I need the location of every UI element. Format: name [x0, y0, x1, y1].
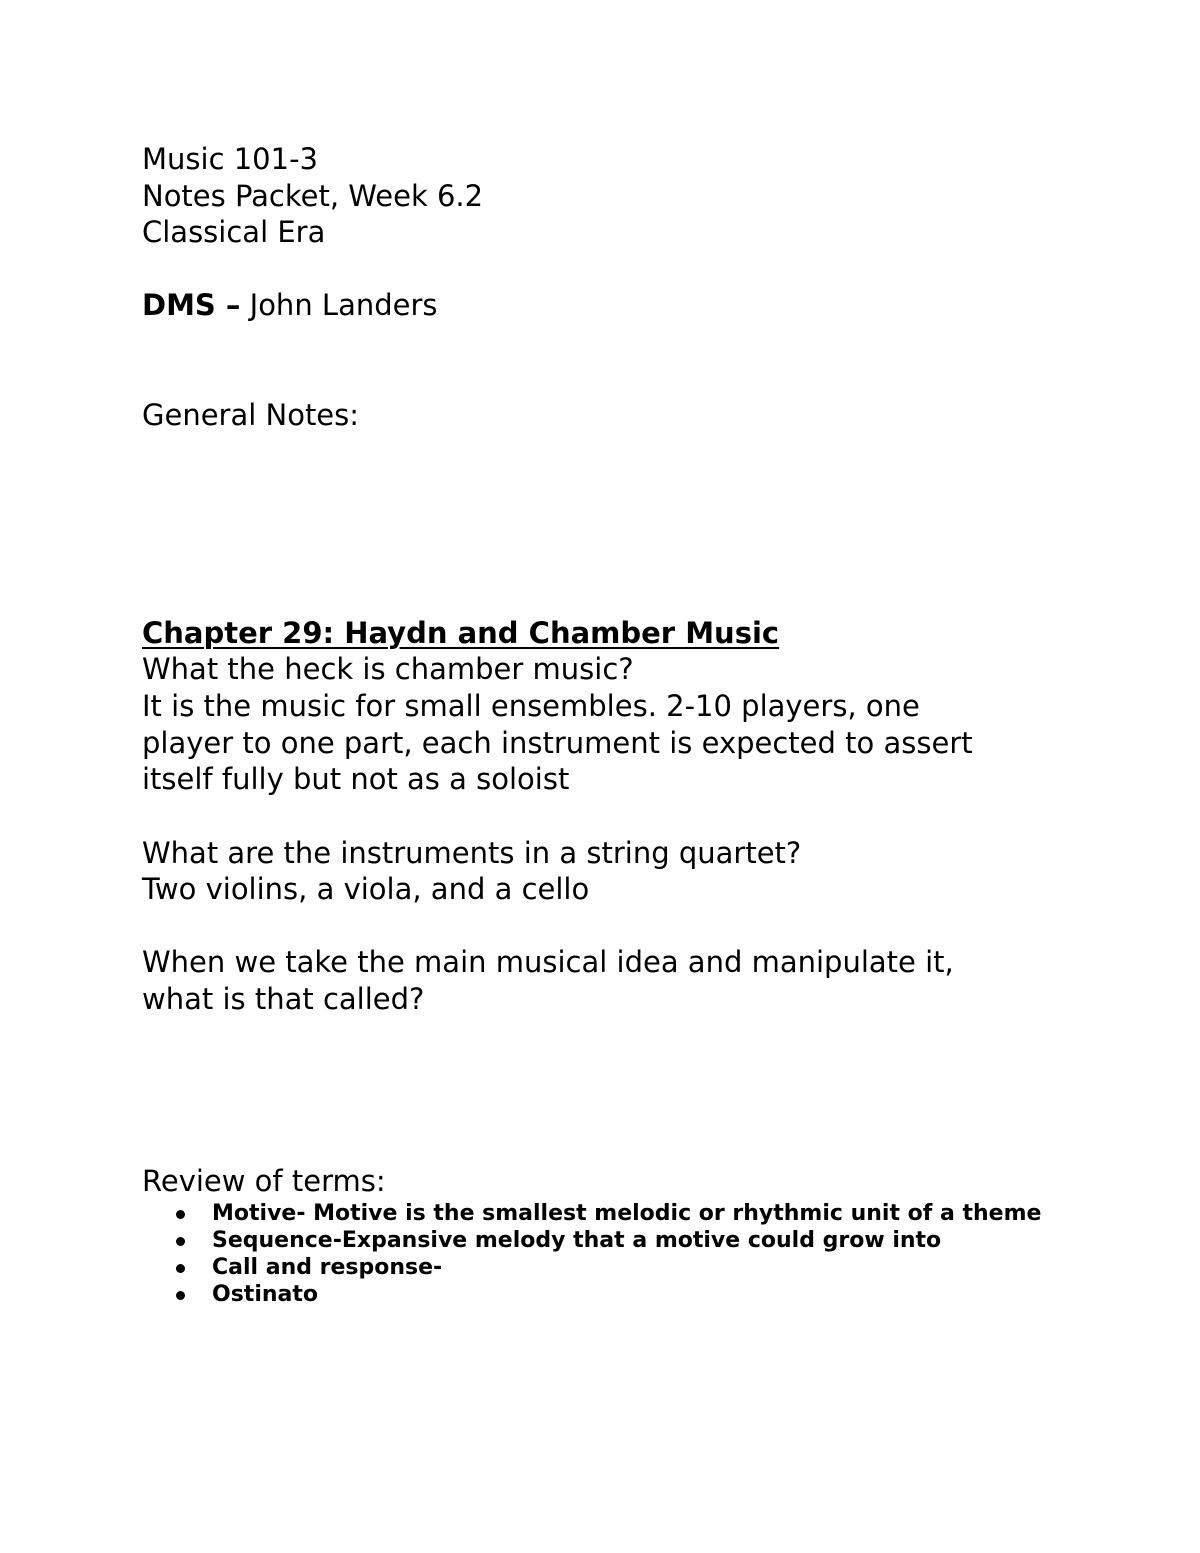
packet-title: Notes Packet, Week 6.2 [142, 179, 484, 213]
bullet-icon [176, 1264, 185, 1273]
list-item [142, 1200, 1042, 1227]
term-text: Ostinato [212, 1282, 318, 1307]
course-title: Music 101-3 [142, 142, 318, 176]
answer-string-quartet: Two violins, a viola, and a cello [142, 872, 590, 906]
bullet-icon [176, 1210, 185, 1219]
dms-label: DMS – [142, 288, 241, 322]
list-item [142, 1254, 1042, 1281]
dms-name: John Landers [240, 288, 438, 322]
term-text: Motive- Motive is the smallest melodic or rhythmic unit of a theme [212, 1201, 1042, 1226]
term-text: Sequence-Expansive melody that a motive could grow into [212, 1228, 942, 1253]
question-string-quartet: What are the instruments in a string quartet? [142, 836, 802, 870]
review-terms-list [142, 1200, 1042, 1308]
term-text: Call and response- [212, 1255, 443, 1280]
answer-chamber-music-line: itself fully but not as a soloist [142, 762, 570, 796]
bullet-icon [176, 1237, 185, 1246]
answer-chamber-music-line: It is the music for small ensembles. 2-10 players, one [142, 689, 920, 723]
question-manipulation-line: When we take the main musical idea and manipulate it, [142, 945, 954, 979]
question-manipulation-line: what is that called? [142, 982, 425, 1016]
review-label: Review of terms: [142, 1164, 386, 1198]
list-item [142, 1281, 1042, 1308]
answer-chamber-music-line: player to one part, each instrument is expected to assert [142, 726, 973, 760]
era-title: Classical Era [142, 215, 326, 249]
bullet-icon [176, 1291, 185, 1300]
chapter-heading: Chapter 29: Haydn and Chamber Music [142, 616, 780, 650]
question-chamber-music: What the heck is chamber music? [142, 652, 634, 686]
dms-line [142, 287, 438, 323]
general-notes-label: General Notes: [142, 398, 360, 432]
list-item [142, 1227, 1042, 1254]
